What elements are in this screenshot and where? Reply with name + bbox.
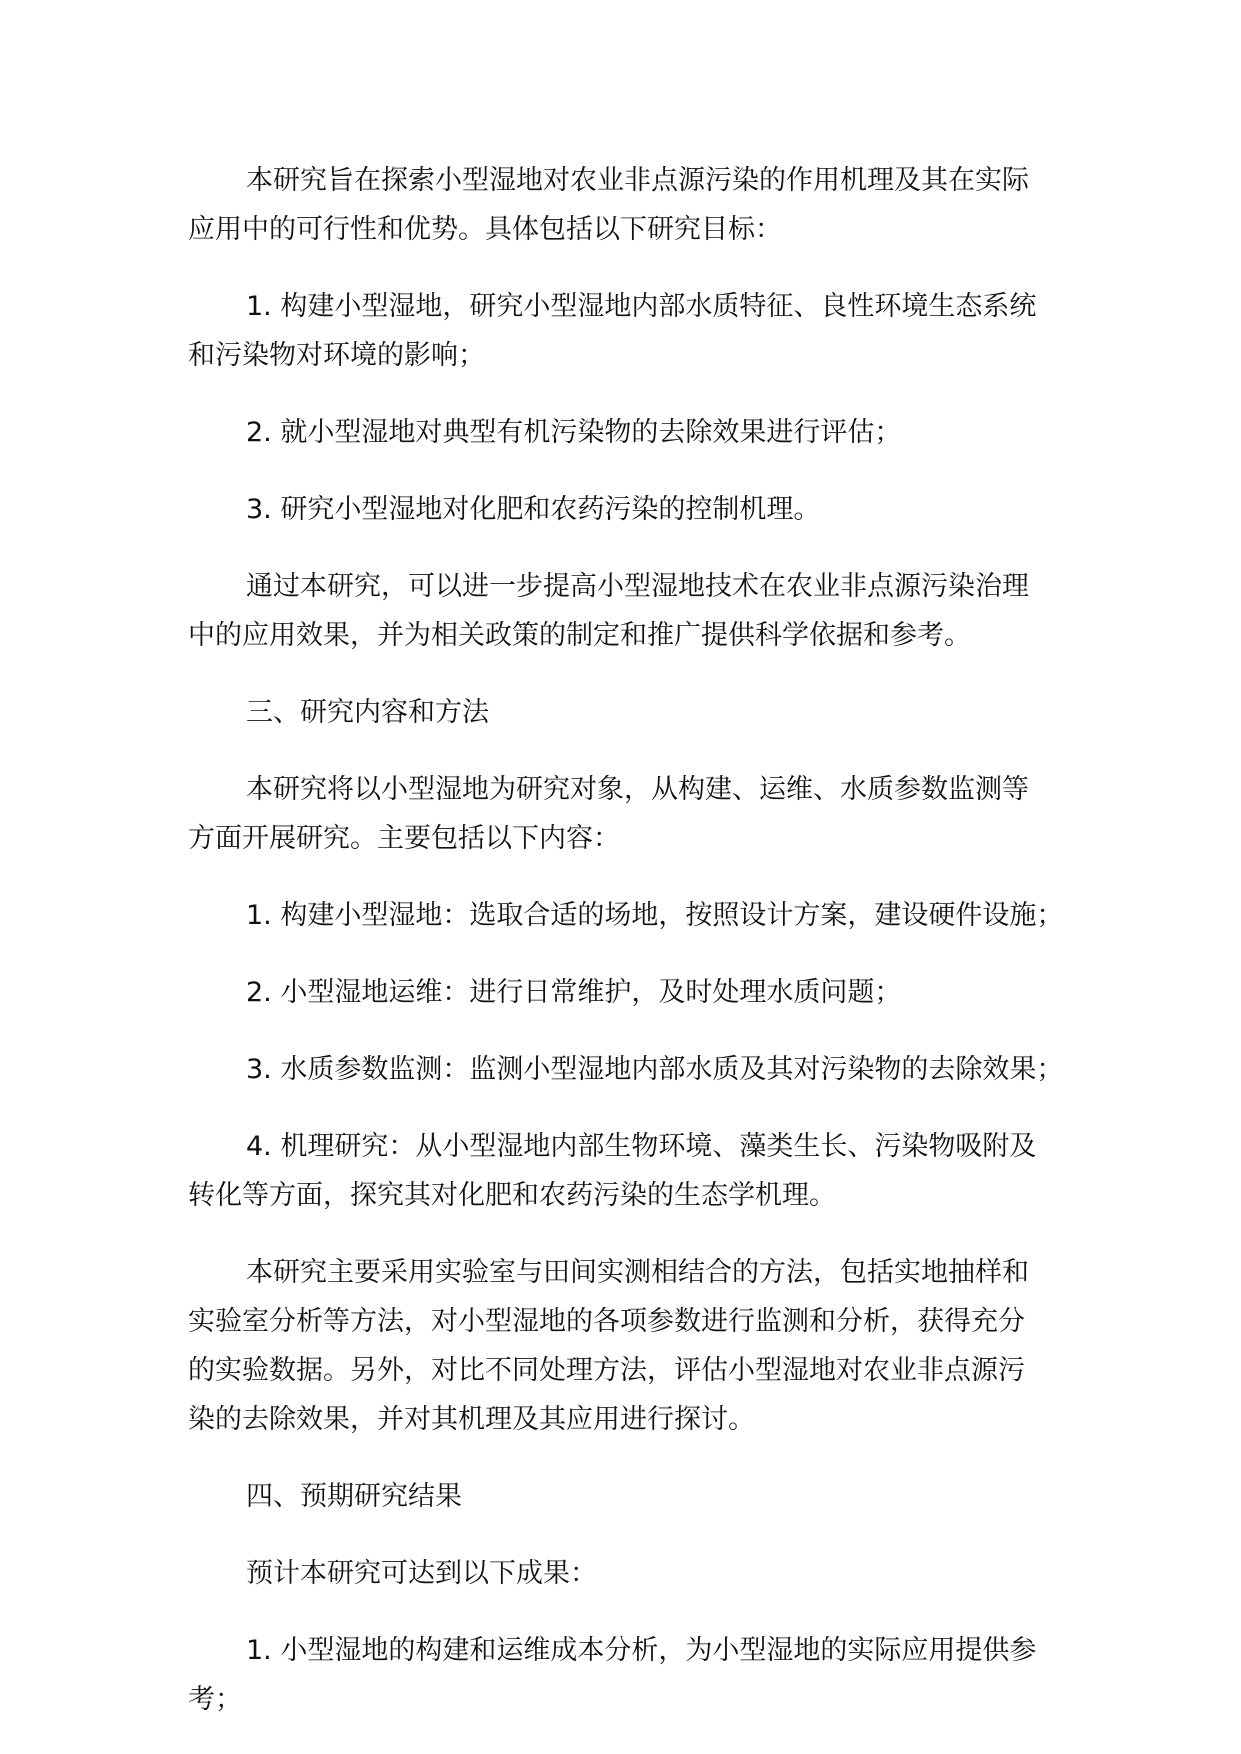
text-line: 方面开展研究。主要包括以下内容： (188, 823, 620, 854)
text-line: 预计本研究可达到以下成果： (246, 1558, 597, 1589)
text-line: 三、研究内容和方法 (246, 697, 489, 728)
objectives-summary-paragraph (188, 562, 1068, 660)
objective-item-3 (188, 485, 1068, 534)
text-line: 3. 水质参数监测：监测小型湿地内部水质及其对污染物的去除效果； (246, 1054, 1064, 1085)
content-intro-paragraph (188, 765, 1068, 863)
content-item-4 (188, 1122, 1068, 1220)
document-body (188, 156, 1068, 1752)
text-line: 4. 机理研究：从小型湿地内部生物环境、藻类生长、污染物吸附及 (246, 1131, 1037, 1162)
text-line: 3. 研究小型湿地对化肥和农药污染的控制机理。 (246, 494, 821, 525)
text-line: 1. 小型湿地的构建和运维成本分析，为小型湿地的实际应用提供参 (246, 1635, 1037, 1666)
section-heading-3 (188, 688, 1068, 737)
results-intro-paragraph (188, 1549, 1068, 1598)
text-line: 本研究将以小型湿地为研究对象，从构建、运维、水质参数监测等 (246, 774, 1029, 805)
result-item-1 (188, 1626, 1068, 1724)
text-line: 本研究主要采用实验室与田间实测相结合的方法，包括实地抽样和 (246, 1257, 1029, 1288)
text-line: 四、预期研究结果 (246, 1481, 462, 1512)
text-line: 2. 就小型湿地对典型有机污染物的去除效果进行评估； (246, 417, 902, 448)
content-item-2 (188, 968, 1068, 1017)
text-line: 的实验数据。另外，对比不同处理方法，评估小型湿地对农业非点源污 (188, 1355, 1025, 1386)
content-item-1 (188, 891, 1068, 940)
text-line: 1. 构建小型湿地，研究小型湿地内部水质特征、良性环境生态系统 (246, 291, 1037, 322)
text-line: 2. 小型湿地运维：进行日常维护，及时处理水质问题； (246, 977, 902, 1008)
text-line: 应用中的可行性和优势。具体包括以下研究目标： (188, 214, 782, 245)
section-heading-4 (188, 1472, 1068, 1521)
text-line: 本研究旨在探索小型湿地对农业非点源污染的作用机理及其在实际 (246, 165, 1029, 196)
text-line: 转化等方面，探究其对化肥和农药污染的生态学机理。 (188, 1180, 836, 1211)
objective-item-2 (188, 408, 1068, 457)
methods-paragraph (188, 1248, 1068, 1444)
text-line: 考； (188, 1684, 242, 1715)
text-line: 和污染物对环境的影响； (188, 340, 485, 371)
objective-item-1 (188, 282, 1068, 380)
text-line: 染的去除效果，并对其机理及其应用进行探讨。 (188, 1404, 755, 1435)
text-line: 中的应用效果，并为相关政策的制定和推广提供科学依据和参考。 (188, 620, 971, 651)
text-line: 通过本研究，可以进一步提高小型湿地技术在农业非点源污染治理 (246, 571, 1029, 602)
content-item-3 (188, 1045, 1068, 1094)
text-line: 实验室分析等方法，对小型湿地的各项参数进行监测和分析，获得充分 (188, 1306, 1025, 1337)
text-line: 1. 构建小型湿地：选取合适的场地，按照设计方案，建设硬件设施； (246, 900, 1064, 931)
objectives-intro-paragraph (188, 156, 1068, 254)
